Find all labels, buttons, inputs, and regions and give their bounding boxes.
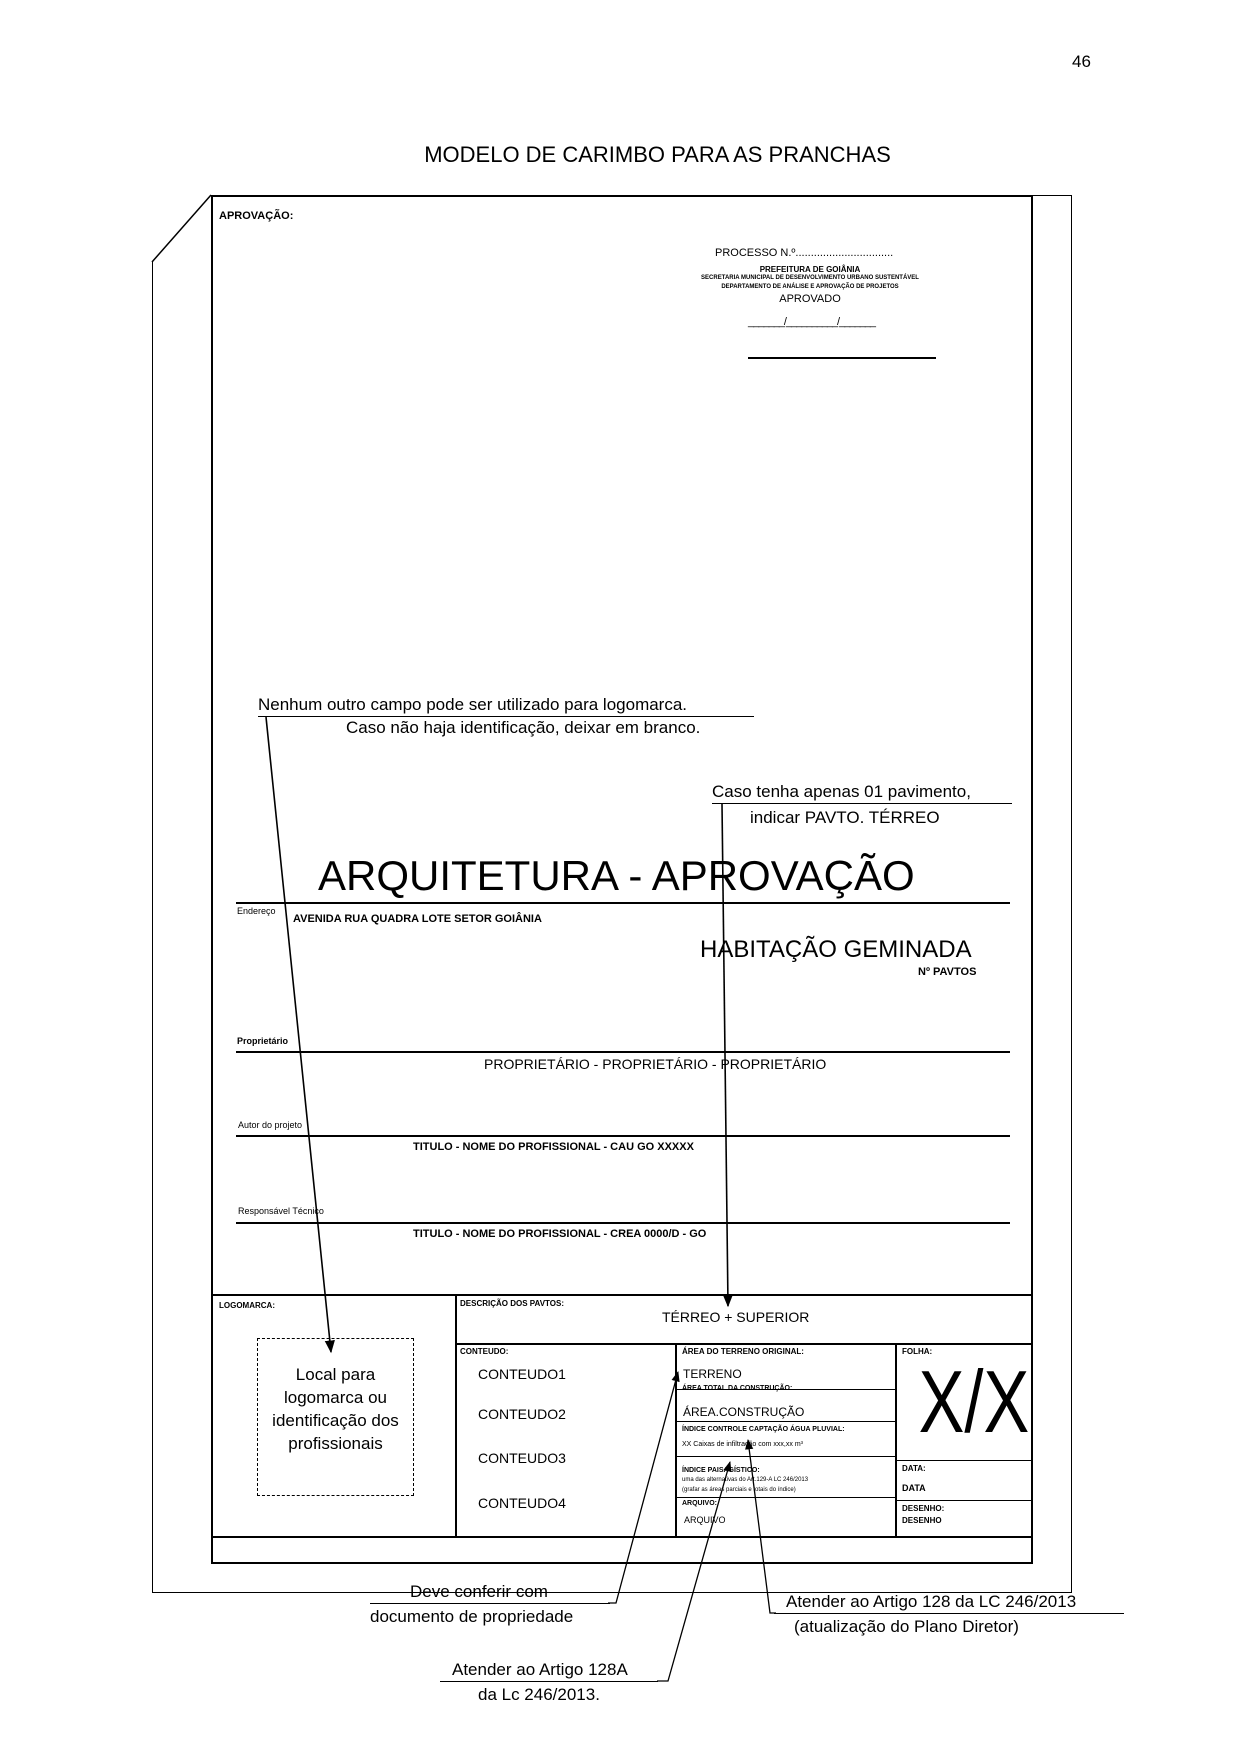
logo-label: LOGOMARCA: [219, 1301, 275, 1310]
approval-status: APROVADO [779, 293, 841, 305]
process-number: PROCESSO N.º................................ [715, 247, 894, 259]
drawing-value: DESENHO [902, 1516, 942, 1525]
logo-placeholder-line: identificação dos [272, 1411, 399, 1430]
address-value: AVENIDA RUA QUADRA LOTE SETOR GOIÂNIA [293, 913, 542, 925]
drawing-label: DESENHO: [902, 1504, 945, 1513]
main-title: ARQUITETURA - APROVAÇÃO [318, 852, 915, 899]
tech-label: Responsável Técnico [238, 1206, 324, 1216]
logo-note-line-1: Nenhum outro campo pode ser utilizado para logomarca. [258, 695, 688, 714]
sheet-value: X/X [918, 1352, 1030, 1451]
owner-value: PROPRIETÁRIO - PROPRIETÁRIO - PROPRIETÁRIO [484, 1056, 827, 1072]
land-index-value-2: (grafar as áreas parciais e totais do índice) [682, 1487, 796, 1493]
built-area-value: ÁREA.CONSTRUÇÃO [683, 1405, 805, 1419]
art128-note-line-1: Atender ao Artigo 128 da LC 246/2013 [786, 1592, 1077, 1611]
logo-placeholder-line: Local para [295, 1365, 376, 1384]
logo-note-line-2: Caso não haja identificação, deixar em branco. [346, 718, 701, 737]
land-area-value: TERRENO [683, 1367, 742, 1381]
file-label: ARQUIVO: [682, 1500, 717, 1507]
file-value: ARQUIVO [684, 1515, 726, 1525]
rain-value: XX Caixas de infiltração com xxx,xx m³ [682, 1441, 803, 1448]
property-note-line-1: Deve conferir com [410, 1582, 548, 1601]
art128a-note-line-1: Atender ao Artigo 128A [452, 1660, 628, 1679]
secretaria-name: SECRETARIA MUNICIPAL DE DESENVOLVIMENTO URBANO SUSTENTÁVEL [701, 275, 919, 281]
logo-placeholder-box [257, 1338, 414, 1496]
logo-placeholder-line: logomarca ou [283, 1388, 387, 1407]
owner-label: Proprietário [237, 1036, 289, 1046]
floors-desc-label: DESCRIÇÃO DOS PAVTOS: [460, 1299, 565, 1308]
land-index-label: ÍNDICE PAISAGÍSTICO: [682, 1467, 760, 1474]
content-3: CONTEUDO3 [478, 1450, 566, 1466]
author-label: Autor do projeto [238, 1120, 303, 1130]
departamento-name: DEPARTAMENTO DE ANÁLISE E APROVAÇÃO DE PROJETOS [721, 284, 899, 290]
approval-date-blank: _______/__________/_______ [748, 316, 875, 328]
content-1: CONTEUDO1 [478, 1366, 566, 1382]
author-value: TITULO - NOME DO PROFISSIONAL - CAU GO XXXXX [413, 1141, 694, 1153]
sheet-label: FOLHA: [902, 1347, 933, 1356]
page-title: MODELO DE CARIMBO PARA AS PRANCHAS [424, 142, 891, 167]
content-4: CONTEUDO4 [478, 1495, 566, 1511]
property-note-line-2: documento de propriedade [370, 1607, 574, 1626]
floors-desc-value: TÉRREO + SUPERIOR [662, 1309, 810, 1325]
prefeitura-name: PREFEITURA DE GOIÂNIA [759, 265, 861, 274]
rain-label: ÍNDICE CONTROLE CAPTAÇÃO ÁGUA PLUVIAL: [682, 1426, 845, 1433]
art128a-note-line-2: da Lc 246/2013. [478, 1685, 600, 1704]
pavto-note-line-2: indicar PAVTO. TÉRREO [750, 808, 940, 827]
land-index-value-1: uma das alternativas do Art.129-A LC 246/2013 [682, 1477, 809, 1483]
land-area-label: ÁREA DO TERRENO ORIGINAL: [682, 1347, 804, 1356]
built-area-label: ÁREA TOTAL DA CONSTRUÇÃO: [682, 1385, 793, 1392]
date-label: DATA: [902, 1464, 926, 1473]
approval-label: APROVAÇÃO: [219, 210, 294, 222]
floors-label: Nº PAVTOS [918, 966, 977, 978]
date-value: DATA [902, 1483, 926, 1493]
building-type: HABITAÇÃO GEMINADA [700, 936, 972, 963]
address-label: Endereço [237, 906, 276, 916]
page-number: 46 [1072, 52, 1091, 71]
signature-line [748, 357, 936, 359]
logo-placeholder-line: profissionais [288, 1434, 383, 1453]
tech-value: TITULO - NOME DO PROFISSIONAL - CREA 0000/D - GO [413, 1228, 707, 1240]
content-2: CONTEUDO2 [478, 1406, 566, 1422]
pavto-note-line-1: Caso tenha apenas 01 pavimento, [712, 782, 971, 801]
art128-note-line-2: (atualização do Plano Diretor) [794, 1617, 1019, 1636]
content-label: CONTEUDO: [460, 1347, 509, 1356]
